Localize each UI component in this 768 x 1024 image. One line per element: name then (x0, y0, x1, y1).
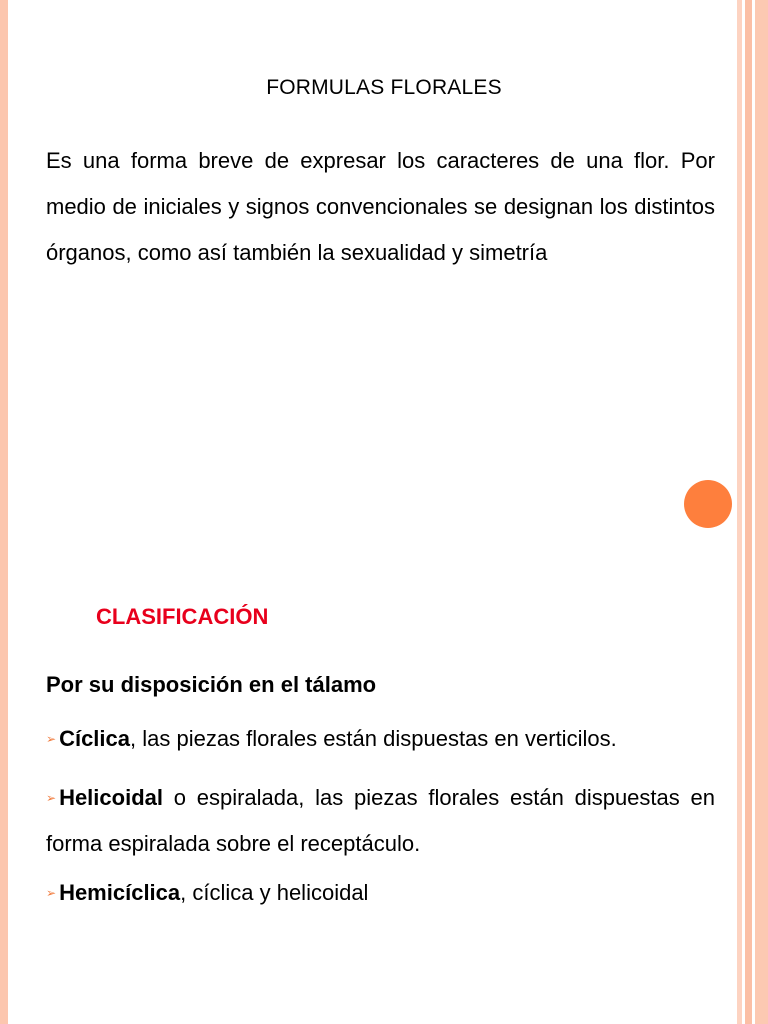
arrow-bullet-icon: ➢ (46, 732, 57, 746)
list-item-ciclica (46, 716, 715, 762)
left-border-stripe (0, 0, 8, 1024)
slide-title: FORMULAS FLORALES (266, 76, 502, 99)
item-term: Helicoidal (59, 785, 163, 810)
item-text: o espiralada, las piezas florales están dispuestas en forma espiralada sobre el receptáculo. (46, 785, 715, 856)
arrow-bullet-icon: ➢ (46, 791, 57, 805)
right-border-stripe-inner (737, 0, 742, 1024)
item-text: , las piezas florales están dispuestas en verticilos. (130, 726, 617, 751)
list-item-hemiciclica (46, 870, 715, 916)
item-term: Cíclica (59, 726, 130, 751)
right-border-stripe-outer (755, 0, 768, 1024)
item-text: , cíclica y helicoidal (180, 880, 369, 905)
item-term: Hemicíclica (59, 880, 181, 905)
intro-paragraph: Es una forma breve de expresar los caracteres de una flor. Por medio de iniciales y signos convencionales se designan los distintos órganos, como así también la sexualidad y simetría (46, 148, 715, 265)
list-item-helicoidal (46, 775, 715, 867)
subheading: Por su disposición en el tálamo (46, 672, 377, 697)
orange-circle-decoration (684, 480, 732, 528)
section-title: CLASIFICACIÓN (96, 604, 269, 629)
right-border-stripe-middle (745, 0, 752, 1024)
arrow-bullet-icon: ➢ (46, 886, 57, 900)
